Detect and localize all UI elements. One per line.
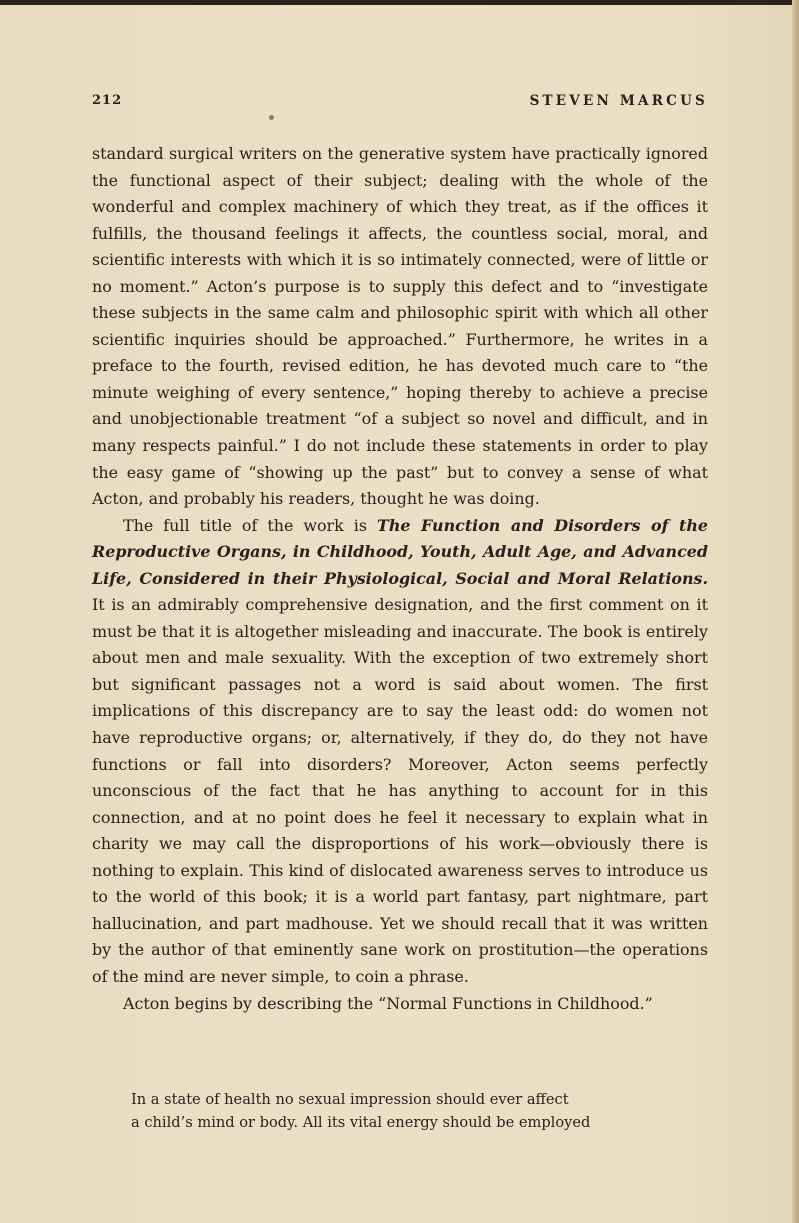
page-header [92,93,708,115]
paragraph-acton-begins: Acton begins by describing the “Normal Functions in Childhood.” [123,993,653,1013]
page-top-edge [0,0,799,5]
body-text [92,141,708,1017]
paragraph-title-rest: It is an admirably comprehensive designation, and the first comment on it must be that it is altogether misleading and inaccurate. The book is entirely about men and male sexuality. With the exception of two extremely short but significant passages not a word is said about women. The first implications of this discrepancy are to say the least odd: do women not have reproductive organs; or, alternatively, if they do, do they not have functions or fall into disorders? Moreover, Acton seems perfectly unconscious of the fact that he has anything to account for in this connection, and at no point does he feel it necessary to explain what in charity we may call the disproportions of his work—obviously there is nothing to explain. This kind of dislocated awareness serves to introduce us to the world of this book; it is a world part fantasy, part nightmare, part hallucination, and part madhouse. Yet we should recall that it was written by the author of that eminently sane work on prostitution—the operations of the mind are never simple, to coin a phrase. [92,595,708,986]
page-right-edge [792,0,799,1223]
ink-speck [269,115,274,120]
running-head: STEVEN MARCUS [529,93,708,109]
paragraph-title-lead: The full title of the work is [123,515,378,535]
paragraph-title [92,513,708,991]
book-title: The Function and Disorders of the Reproductive Organs, in Childhood, Youth, Adult Age, and Advanced Life, Considered in their Physiological, Social and Moral Relations. [92,515,708,588]
page-number: 212 [92,93,123,108]
block-quote [131,1088,671,1134]
quote-line-2: a child’s mind or body. All its vital energy should be employed [131,1114,591,1131]
quote-line-1: In a state of health no sexual impression should ever affect [131,1091,569,1108]
paragraph-continued: standard surgical writers on the generative system have practically ignored the functional aspect of their subject; dealing with the whole of the wonderful and complex machinery of which they treat, as if the offices it fulfills, the thousand feelings it affects, the countless social, moral, and scientific interests with which it is so intimately connected, were of little or no moment.” Acton’s purpose is to supply this defect and to “investigate these subjects in the same calm and philosophic spirit with which all other scientific inquiries should be approached.” Furthermore, he writes in a preface to the fourth, revised edition, he has devoted much care to “the minute weighing of every sentence,” hoping thereby to achieve a precise and unobjectionable treatment “of a subject so novel and difficult, and in many respects painful.” I do not include these statements in order to play the easy game of “showing up the past” but to convey a sense of what Acton, and probably his readers, thought he was doing. [92,144,708,509]
